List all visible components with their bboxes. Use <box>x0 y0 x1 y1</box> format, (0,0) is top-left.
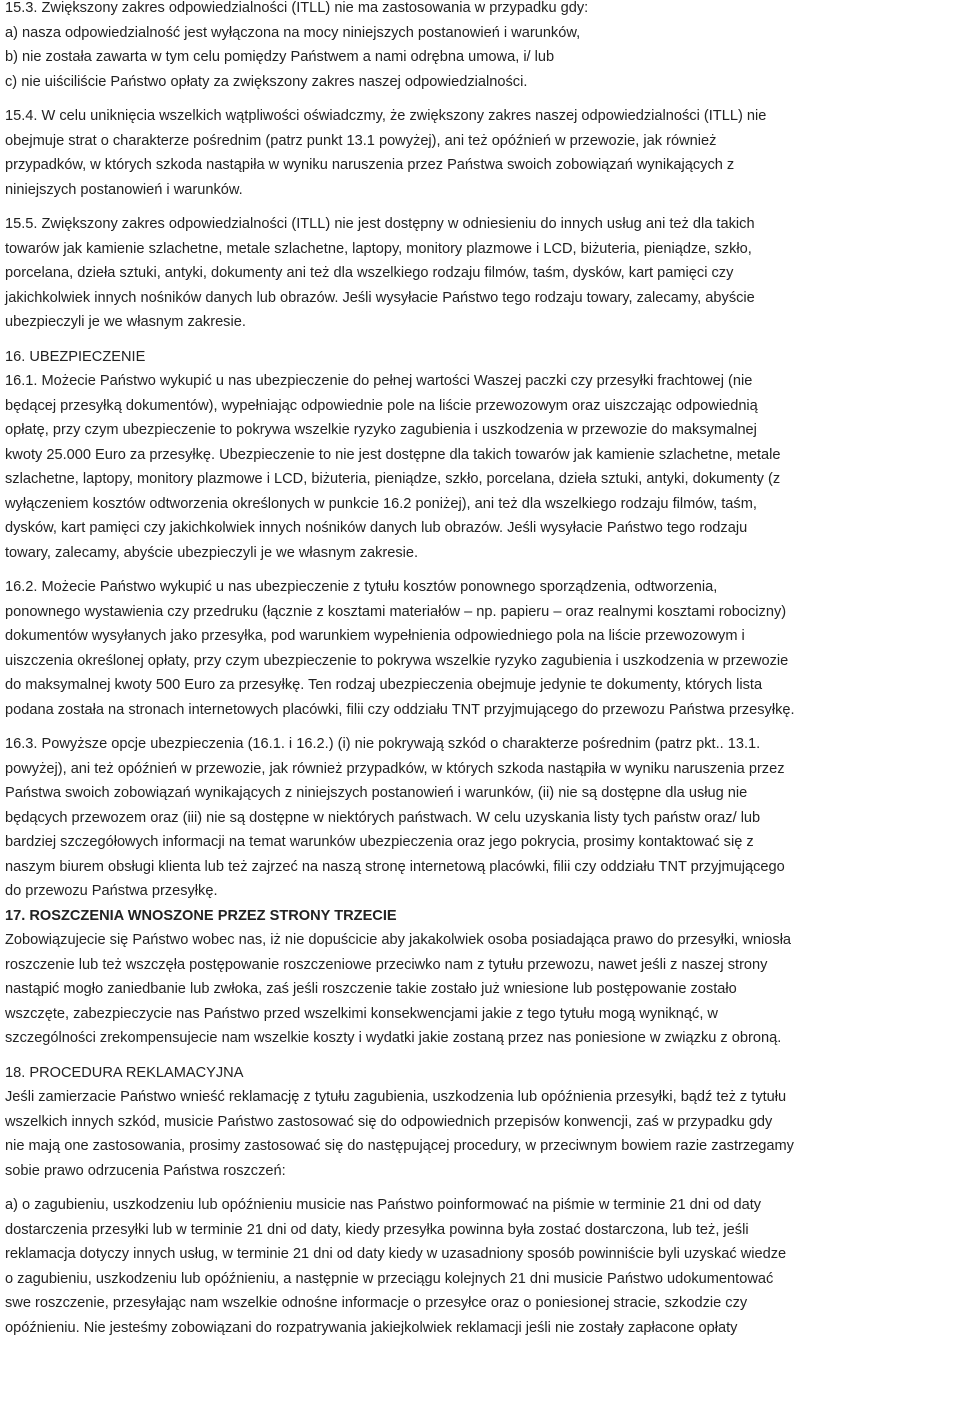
section-15-3-line: c) nie uiściliście Państwo opłaty za zwiększony zakres naszej odpowiedzialności. <box>5 73 528 90</box>
section-16-2 <box>5 575 954 722</box>
section-15-5 <box>5 212 954 335</box>
section-16-3-line: będących przewozem oraz (iii) nie są dostępne w niektórych państwach. W celu uzyskania listy tych państw oraz/ lub <box>5 809 761 826</box>
section-15-4-line: obejmuje strat o charakterze pośrednim (patrz punkt 13.1 powyżej), ani też opóźnień w przewozie, jak również <box>5 132 717 149</box>
section-18 <box>5 1061 954 1184</box>
section-18-line: Jeśli zamierzacie Państwo wnieść reklamację z tytułu zagubienia, uszkodzenia lub opóźnienia przesyłki, bądź też z tytułu <box>5 1089 787 1105</box>
section-16-1-line: będącej przesyłką dokumentów), wypełniając odpowiednie pole na liście przewozowym oraz uiszczając odpowiednią <box>5 397 758 414</box>
section-16-2-line: podana została na stronach internetowych placówki, filii czy oddziału TNT przyjmującego do przewozu Państwa przesyłkę. <box>5 701 795 718</box>
section-17-line: szczególności zrekompensujecie nam wszelkie koszty i wydatki jakie zostaną przez nas poniesione w związku z obroną. <box>5 1030 782 1046</box>
section-17-line: wszczęte, zabezpieczycie nas Państwo przed wszelkimi konsekwencjami jakie z tego tytułu mogą wyniknąć, w <box>5 1005 718 1022</box>
section-16-2-line: ponownego wystawienia czy przedruku (łącznie z kosztami materiałów – np. papieru – oraz realnymi kosztami robocizny) <box>5 603 787 620</box>
section-15-5-line: porcelana, dzieła sztuki, antyki, dokumenty ani też dla wszelkiego rodzaju filmów, taśm, dysków, kart pamięci czy <box>5 265 734 281</box>
spacer <box>5 94 954 104</box>
section-18-line: wszelkich innych szkód, musicie Państwo zastosować się do odpowiednich przepisów konwencji, zaś w przypadku gdy <box>5 1113 773 1130</box>
section-17 <box>5 904 954 1051</box>
section-15-4-line: niniejszych postanowień i warunków. <box>5 181 243 198</box>
section-15-5-line: ubezpieczyli je we własnym zakresie. <box>5 314 246 330</box>
section-16-1-line: opłatę, przy czym ubezpieczenie to pokrywa wszelkie ryzyko zagubienia i uszkodzenia w przewozie do maksymalnej <box>5 422 757 438</box>
section-17-line: Zobowiązujecie się Państwo wobec nas, iż nie dopuścicie aby jakakolwiek osoba posiadająca prawo do przesyłki, wniosła <box>5 932 792 948</box>
section-18-line: sobie prawo odrzucenia Państwa roszczeń: <box>5 1162 286 1179</box>
section-16-2-line: 16.2. Możecie Państwo wykupić u nas ubezpieczenie z tytułu kosztów ponownego sporządzenia, odtworzenia, <box>5 579 718 595</box>
section-16-2-line: dokumentów wysyłanych jako przesyłka, pod warunkiem wypełnienia odpowiedniego pola na liście przewozowym i <box>5 628 745 644</box>
section-15-5-line: towarów jak kamienie szlachetne, metale szlachetne, laptopy, monitory plazmowe i LCD, biżuteria, pieniądze, szkło, <box>5 240 752 257</box>
section-18-a <box>5 1193 954 1340</box>
section-16 <box>5 345 954 566</box>
section-17-line: roszczenie lub też wszczęła postępowanie roszczeniowe przeciwko nam z tytułu przewozu, nawet jeśli z naszej strony <box>5 956 768 973</box>
section-16-1-line: wyłączeniem kosztów odtworzenia określonych w punkcie 16.2 poniżej), ani też dla wszelkiego rodzaju filmów, taśm, <box>5 495 757 512</box>
section-15-4 <box>5 104 954 202</box>
spacer <box>5 565 954 575</box>
section-18-line: nie mają one zastosowania, prosimy zastosować się do następującej procedury, w przeciwnym bowiem razie zastrzegamy <box>5 1138 794 1154</box>
section-18-a-line: dostarczenia przesyłki lub w terminie 21 dni od daty, kiedy przesyłka powinna była zostać dostarczona, lub też, jeśli <box>5 1221 749 1238</box>
spacer <box>5 202 954 212</box>
section-15-3-line: 15.3. Zwiększony zakres odpowiedzialności (ITLL) nie ma zastosowania w przypadku gdy: <box>5 0 589 16</box>
spacer <box>5 722 954 732</box>
section-16-1-line: kwoty 25.000 Euro za przesyłkę. Ubezpieczenie to nie jest dostępne dla takich towarów jak kamienie szlachetne, metale <box>5 446 781 463</box>
section-18-a-line: a) o zagubieniu, uszkodzeniu lub opóźnieniu musicie nas Państwo poinformować na piśmie w terminie 21 dni od daty <box>5 1197 762 1213</box>
section-16-3-line: 16.3. Powyższe opcje ubezpieczenia (16.1. i 16.2.) (i) nie pokrywają szkód o charakterze pośrednim (patrz pkt.. 13.1. <box>5 736 761 752</box>
section-15-5-line: 15.5. Zwiększony zakres odpowiedzialności (ITLL) nie jest dostępny w odniesieniu do innych usług ani też dla takich <box>5 216 755 232</box>
section-17-line: nastąpić mogło zaniedbanie lub zwłoka, zaś jeśli roszczenie takie zostało już wniesione lub postępowanie zostało <box>5 981 737 997</box>
section-16-3-line: bardziej szczegółowych informacji na temat warunków ubezpieczenia oraz jego pokrycia, prosimy kontaktować się z <box>5 834 754 850</box>
section-16-2-line: do maksymalnej kwoty 500 Euro za przesyłkę. Ten rodzaj ubezpieczenia obejmuje jedynie te dokumenty, których lista <box>5 677 763 693</box>
spacer <box>5 1183 954 1193</box>
section-16-3-line: powyżej), ani też opóźnień w przewozie, jak również przypadków, w których szkoda nastąpiła w wyniku naruszenia przez <box>5 760 785 777</box>
section-16-heading: 16. UBEZPIECZENIE <box>5 348 146 365</box>
section-18-a-line: reklamacja dotyczy innych usług, w terminie 21 dni od daty kiedy w uzasadniony sposób powinniście byli uzyskać wiedze <box>5 1246 787 1262</box>
section-15-5-line: jakichkolwiek innych nośników danych lub obrazów. Jeśli wysyłacie Państwo tego rodzaju towary, zalecamy, abyście <box>5 289 755 306</box>
section-15-3 <box>5 0 954 94</box>
section-15-4-line: przypadków, w których szkoda nastąpiła w wyniku naruszenia przez Państwa swoich zobowiązań wynikających z <box>5 157 735 173</box>
section-16-1-line: 16.1. Możecie Państwo wykupić u nas ubezpieczenie do pełnej wartości Waszej paczki czy przesyłki frachtowej (nie <box>5 373 753 389</box>
section-15-3-line: a) nasza odpowiedzialność jest wyłączona na mocy niniejszych postanowień i warunków, <box>5 24 581 41</box>
section-15-3-line: b) nie została zawarta w tym celu pomiędzy Państwem a nami odrębna umowa, i/ lub <box>5 49 555 65</box>
section-16-1-line: dysków, kart pamięci czy jakichkolwiek innych nośników danych lub obrazów. Jeśli wysyłacie Państwo tego rodzaju <box>5 520 748 536</box>
section-18-a-line: swe roszczenie, przesyłając nam wszelkie odnośne informacje o przesyłce oraz o poniesionej stracie, szkodzie czy <box>5 1295 748 1311</box>
spacer <box>5 1051 954 1061</box>
section-16-3-line: Państwa swoich zobowiązań wynikających z niniejszych postanowień i warunków, (ii) nie są dostępne dla usług nie <box>5 785 748 801</box>
section-15-4-line: 15.4. W celu uniknięcia wszelkich wątpliwości oświadczmy, że zwiększony zakres naszej odpowiedzialności (ITLL) nie <box>5 108 767 124</box>
section-18-heading: 18. PROCEDURA REKLAMACYJNA <box>5 1064 244 1081</box>
section-16-1-line: towary, zalecamy, abyście ubezpieczyli je we własnym zakresie. <box>5 544 419 561</box>
section-16-3 <box>5 732 954 904</box>
section-18-a-line: opóźnieniu. Nie jesteśmy zobowiązani do rozpatrywania jakiejkolwiek reklamacji jeśli nie zostały zapłacone opłaty <box>5 1319 738 1336</box>
section-16-1-line: szlachetne, laptopy, monitory plazmowe i LCD, biżuteria, pieniądze, szkło, porcelana, dzieła sztuki, antyki, dokumenty (z <box>5 471 781 487</box>
spacer <box>5 335 954 345</box>
section-18-a-line: o zagubieniu, uszkodzeniu lub opóźnieniu, a następnie w przeciągu kolejnych 21 dni musicie Państwo udokumentować <box>5 1270 774 1287</box>
section-16-3-line: naszym biurem obsługi klienta lub też zajrzeć na naszą stronę internetową placówki, filii czy oddziału TNT przyjmującego <box>5 858 785 875</box>
section-17-heading: 17. ROSZCZENIA WNOSZONE PRZEZ STRONY TRZECIE <box>5 907 397 924</box>
section-16-3-line: do przewozu Państwa przesyłkę. <box>5 883 218 899</box>
section-16-2-line: uiszczenia określonej opłaty, przy czym ubezpieczenie to pokrywa wszelkie ryzyko zagubienia i uszkodzenia w przewozie <box>5 652 789 669</box>
